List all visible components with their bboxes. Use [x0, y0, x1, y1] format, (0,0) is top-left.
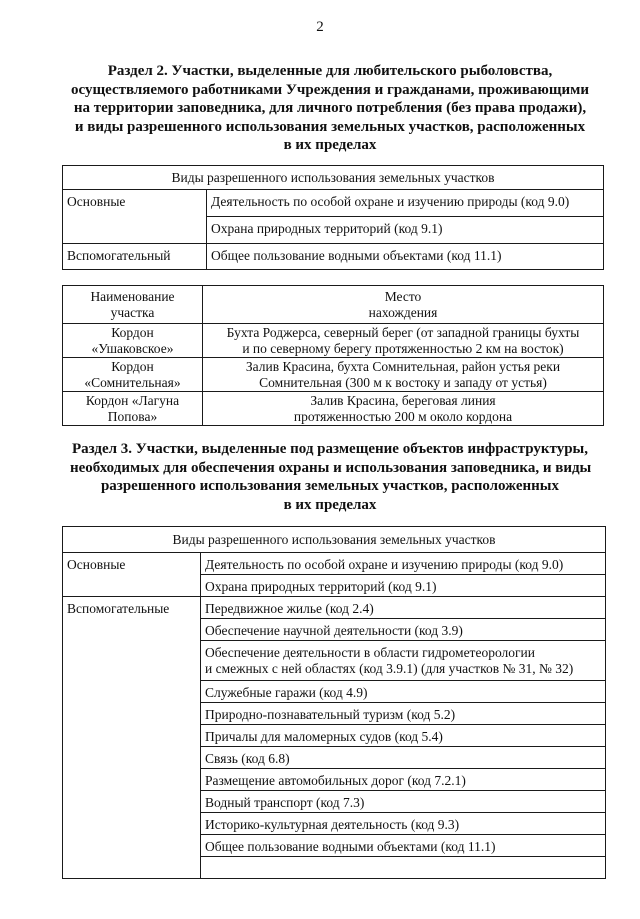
- site-name-line: «Сомнительная»: [84, 374, 181, 390]
- use-item: Обеспечение научной деятельности (код 3.9): [201, 619, 606, 641]
- section-2-title-line: осуществляемого работниками Учреждения и гражданами, проживающими: [70, 81, 590, 98]
- site-name: [63, 392, 203, 426]
- use-item: Общее пользование водными объектами (код 11.1): [201, 835, 606, 857]
- use-item-line: Обеспечение деятельности в области гидрометеорологии: [205, 645, 535, 660]
- section-2-uses-table: [62, 165, 604, 270]
- use-item: Передвижное жилье (код 2.4): [201, 597, 606, 619]
- uses-table-header: Виды разрешенного использования земельных участков: [63, 527, 606, 553]
- site-name: [63, 358, 203, 392]
- section-2-title-line: в их пределах: [283, 137, 377, 153]
- use-item: Водный транспорт (код 7.3): [201, 791, 606, 813]
- use-item: Связь (код 6.8): [201, 747, 606, 769]
- main-uses-label: Основные: [63, 553, 201, 597]
- use-item: Природно-познавательный туризм (код 5.2): [201, 703, 606, 725]
- use-item: Служебные гаражи (код 4.9): [201, 681, 606, 703]
- site-location-line: Залив Красина, бухта Сомнительная, район устья реки: [245, 358, 561, 374]
- page-number: 2: [316, 19, 324, 35]
- section-2-title-line: и виды разрешенного использования земельных участков, расположенных: [74, 118, 586, 135]
- site-location-line: Залив Красина, береговая линия: [310, 392, 496, 408]
- section-2-title: [70, 62, 590, 155]
- empty-cell: [201, 857, 606, 879]
- section-3-title-line: необходимых для обеспечения охраны и использования заповедника, и виды: [70, 459, 592, 476]
- site-location-header-line: нахождения: [368, 304, 438, 320]
- use-item: Деятельность по особой охране и изучению природы (код 9.0): [201, 553, 606, 575]
- site-name-line: Кордон: [111, 324, 154, 340]
- use-item: Размещение автомобильных дорог (код 7.2.1): [201, 769, 606, 791]
- site-name-line: «Ушаковское»: [91, 340, 174, 356]
- section-2-title-line: на территории заповедника, для личного потребления (без права продажи),: [73, 100, 587, 116]
- use-item-line: и смежных с ней областях (код 3.9.1) (для участков № 31, № 32): [205, 661, 574, 676]
- use-item: Деятельность по особой охране и изучению природы (код 9.0): [207, 190, 604, 217]
- section-2-title-line: Раздел 2. Участки, выделенные для любительского рыболовства,: [107, 63, 553, 79]
- section-3-title-line: в их пределах: [283, 496, 377, 513]
- aux-uses-label: Вспомогательные: [63, 597, 201, 879]
- use-item: Историко-культурная деятельность (код 9.3): [201, 813, 606, 835]
- site-location-line: Бухта Роджерса, северный берег (от западной границы бухты: [226, 324, 580, 340]
- site-name-header-line: Наименование: [90, 288, 175, 304]
- site-name-line: Попова»: [107, 408, 158, 424]
- section-3-title-line: Раздел 3. Участки, выделенные под размещение объектов инфраструктуры,: [71, 441, 589, 457]
- site-name-line: Кордон: [111, 358, 154, 374]
- use-item: [201, 641, 606, 681]
- main-uses-label: Основные: [63, 190, 207, 244]
- aux-uses-label: Вспомогательный: [63, 244, 207, 270]
- table-row: [63, 358, 604, 392]
- use-item: Общее пользование водными объектами (код 11.1): [207, 244, 604, 270]
- site-location: [203, 324, 604, 358]
- site-location-line: и по северному берегу протяженностью 2 км на восток): [242, 340, 564, 356]
- site-name: [63, 324, 203, 358]
- site-location-header: [203, 286, 604, 324]
- section-3-title-line: разрешенного использования земельных участков, расположенных: [100, 478, 560, 494]
- table-row: [63, 324, 604, 358]
- site-name-header: [63, 286, 203, 324]
- site-name-line: Кордон «Лагуна: [85, 392, 180, 408]
- use-item: Охрана природных территорий (код 9.1): [207, 217, 604, 244]
- site-name-header-line: участка: [110, 304, 155, 320]
- site-location-header-line: Место: [384, 288, 422, 304]
- site-location: [203, 392, 604, 426]
- use-item: Охрана природных территорий (код 9.1): [201, 575, 606, 597]
- section-3-uses-table: [62, 526, 606, 879]
- site-location: [203, 358, 604, 392]
- uses-table-header: Виды разрешенного использования земельных участков: [63, 166, 604, 190]
- section-2-sites-table: [62, 285, 604, 426]
- site-location-line: Сомнительная (300 м к востоку и западу от устья): [259, 374, 547, 390]
- section-3-title: [70, 440, 590, 514]
- table-row: [63, 392, 604, 426]
- use-item: Причалы для маломерных судов (код 5.4): [201, 725, 606, 747]
- site-location-line: протяженностью 200 м около кордона: [293, 408, 513, 424]
